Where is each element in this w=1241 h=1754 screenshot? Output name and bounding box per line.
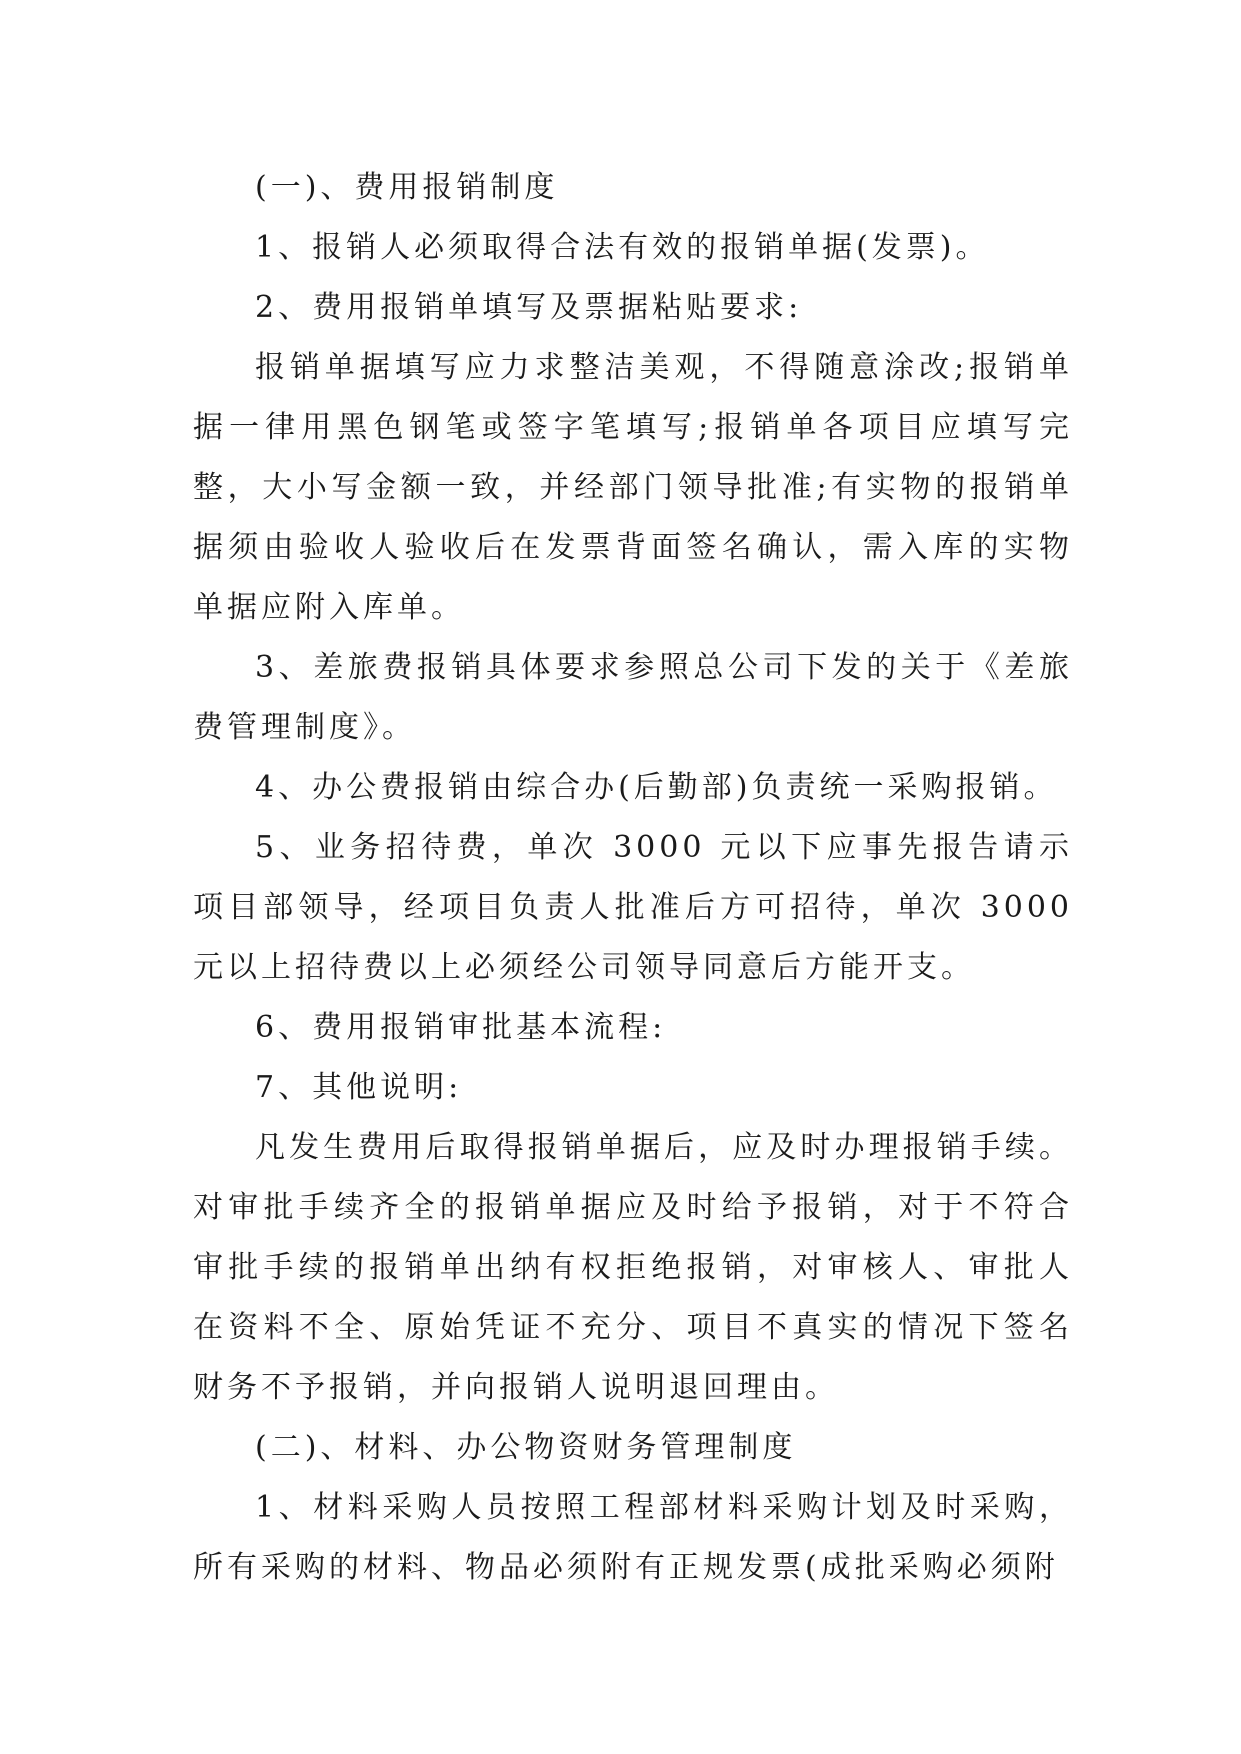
paragraph: 1、材料采购人员按照工程部材料采购计划及时采购，所有采购的材料、物品必须附有正规发票(成批采购必须附 (193, 1490, 1073, 1585)
paragraph: 6、费用报销审批基本流程: (255, 1010, 667, 1045)
paragraph: 4、办公费报销由综合办(后勤部)负责统一采购报销。 (255, 770, 1058, 805)
paragraph: 1、报销人必须取得合法有效的报销单据(发票)。 (255, 230, 990, 265)
paragraph: 报销单据填写应力求整洁美观，不得随意涂改;报销单据一律用黑色钢笔或签字笔填写;报销单各项目应填写完整，大小写金额一致，并经部门领导批准;有实物的报销单据须由验收人验收后在发票背面签名确认，需入库的实物单据应附入库单。 (193, 350, 1073, 625)
paragraph: 3、差旅费报销具体要求参照总公司下发的关于《差旅费管理制度》。 (193, 650, 1073, 745)
section-heading-materials-management: (二)、材料、办公物资财务管理制度 (255, 1430, 797, 1465)
paragraph: 凡发生费用后取得报销单据后，应及时办理报销手续。对审批手续齐全的报销单据应及时给予报销，对于不符合审批手续的报销单出纳有权拒绝报销，对审核人、审批人在资料不全、原始凭证不充分、项目不真实的情况下签名财务不予报销，并向报销人说明退回理由。 (193, 1130, 1073, 1405)
paragraph: 2、费用报销单填写及票据粘贴要求: (255, 290, 803, 325)
document-body (193, 158, 1073, 1598)
section-heading-expense-reimbursement: (一)、费用报销制度 (255, 170, 559, 205)
paragraph: 7、其他说明: (255, 1070, 463, 1105)
paragraph: 5、业务招待费，单次 3000 元以下应事先报告请示项目部领导，经项目负责人批准后方可招待，单次 3000 元以上招待费以上必须经公司领导同意后方能开支。 (193, 830, 1073, 985)
